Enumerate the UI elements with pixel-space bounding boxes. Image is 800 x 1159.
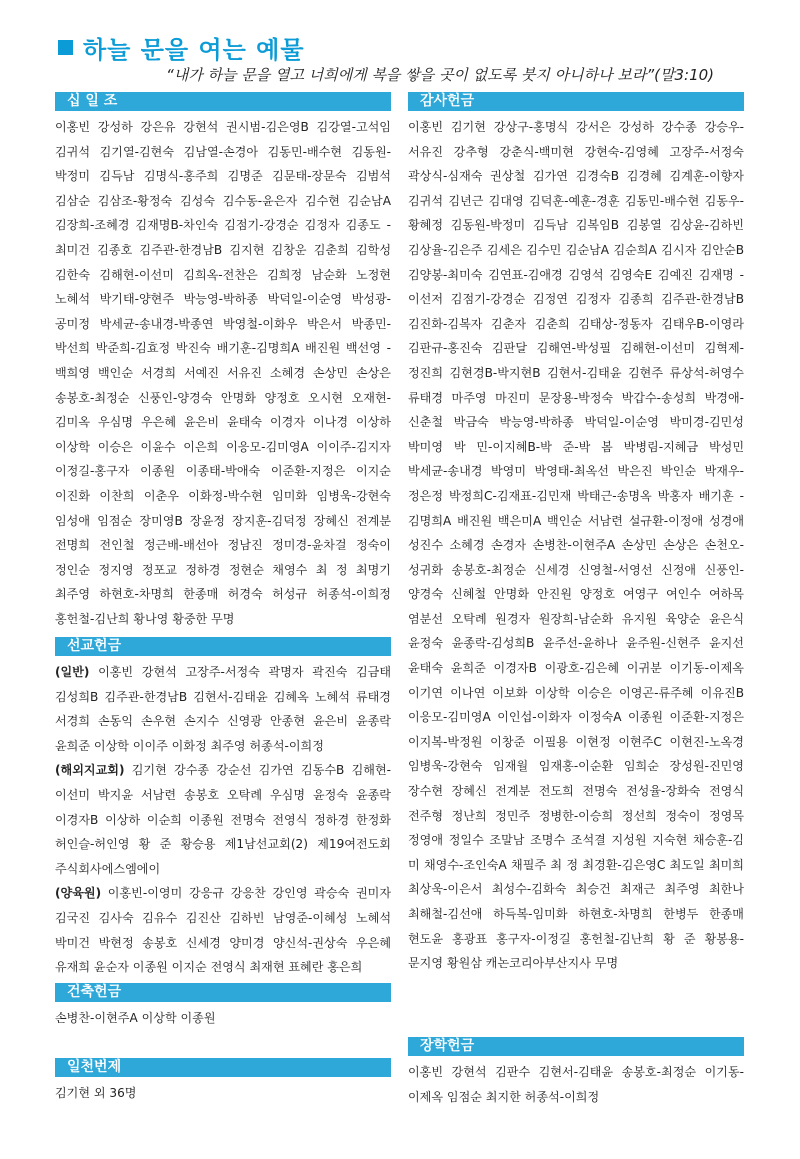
scholarship-section (408, 1037, 744, 1109)
mission-group-orphanage (55, 881, 391, 979)
tithe-heading: 십 일 조 (55, 92, 391, 111)
mission-group-overseas (55, 758, 391, 881)
thousand-section (55, 1058, 391, 1106)
building-list: 손병찬-이현주A 이상학 이종원 (55, 1011, 216, 1025)
scripture-quote: “내가 하늘 문을 열고 너희에게 복을 쌓을 곳이 없도록 붓지 아니하나 보라”(말3:10) (165, 66, 715, 84)
group-tag: (양육원) (55, 886, 102, 901)
mission-heading: 선교헌금 (55, 637, 391, 656)
group-text: 이홍빈-이영미 강응규 강응찬 강인영 곽승숙 권미자 김국진 김사숙 김유수 김진산 김하빈 남영준-이혜성 노혜석 박미건 박현정 송봉호 신세경 양미경 양신석-권상숙 우은혜 유재희 윤순자 이종원 이지순 전영식 최재현 표혜란 홍은희 (55, 886, 391, 975)
tithe-section (55, 92, 391, 631)
thanks-heading: 감사헌금 (408, 92, 744, 111)
mission-group-general (55, 660, 391, 758)
group-text: 이홍빈 강현석 고장주-서정숙 곽명자 곽진숙 김금태 김성희B 김주관-한경남B 김현서-김태윤 김혜옥 노혜석 류태경 서경희 손동익 손우현 손지수 신영광 안종현 윤은비 윤종락 윤희준 이상학 이이주 이화정 최주영 허종석-이희정 (55, 665, 391, 753)
building-heading: 건축헌금 (55, 983, 391, 1002)
thousand-list: 김기현 외 36명 (55, 1086, 137, 1100)
page-header (58, 30, 305, 65)
thanks-list: 이홍빈 김기현 강상구-홍명식 강서은 강성하 강수종 강승우-서유진 강추형 강춘식-백미현 강현숙-김영혜 고장주-서정숙 곽상식-심재숙 권상철 김가연 김경숙B 김경혜 김계훈-이향자 김귀석 김년근 김대영 김덕훈-예훈-경훈 김동민-배수현 김동우-황혜정 김동원-박정미 김득남 김복임B 김봉열 김상윤-김하빈 김상율-김은주 김세은 김수민 김순남A 김순희A 김시자 김안순B 김양봉-최미숙 김연표-김애경 김영석 김영숙E 김예진 김재명 -이선저 김점기-강경순 김정연 김정자 김종희 김주관-한경남B 김진화-김복자 김춘자 김춘희 김태상-정동자 김태우B-이영라 김판규-홍진숙 김판달 김해연-박성필 김해현-이선미 김혁제-정진희 김현경B-박지현B 김현서-김태윤 김현주 류상석-허영수 류태경 마주영 마진미 문장용-박정숙 박갑수-송성희 박경애-신춘철 박금숙 박능영-박하종 박덕일-이순영 박미경-김민성 박미영 박 민-이지혜B-박 준-박 봄 박병림-지혜금 박성민 박세균-송내경 박영미 박영태-최옥선 박은진 박인순 박재우-정은정 박정희C-김재표-김민재 박태근-송명옥 박홍자 배기훈 -김명희A 배진원 백은미A 백인순 서남련 설규환-이정애 성경애 성진수 소혜경 손경자 손병찬-이현주A 손상민 손상은 손천오-성귀화 송봉호-최정순 신세경 신영철-서영선 신정애 신풍인-양경숙 신혜철 안명화 안진원 양정호 여영구 여인수 여하목 염분선 오탁례 원경자 원장희-남순화 유지원 육양순 윤은식 윤정숙 윤종락-김성희B 윤주선-윤하나 윤주원-신현주 윤지선 윤태숙 윤희준 이경자B 이광호-김은혜 이귀분 이기동-이제옥 이기연 이나연 이보화 이상학 이승은 이영곤-류주혜 이유진B 이응모-김미영A 이인섭-이화자 이정숙A 이종원 이준환-지정은 이지복-박정원 이창준 이필용 이현정 이현주C 이현진-노옥경 임병욱-강현숙 임재월 임재홍-이순환 임희순 장성원-진민영 장수현 장혜신 전계분 전도희 전명숙 전성율-장화숙 전영식 전주형 정난희 정민주 정병한-이승희 정선희 정숙이 정영목 정영애 정일수 조말남 조명수 조석결 지성원 지숙현 채승훈-김 미 채영수-조인숙A 채필주 최 정 최경환-김은영C 최도일 최미희 최상욱-이은서 최성수-김화숙 최승건 최재근 최주영 최한나 최해철-김선애 하득복-임미화 하현호-차명희 한병두 한종매 현도윤 홍광표 홍구자-이정길 홍헌철-김난희 황 준 황봉용-문지영 황원삼 캐논코리아부산지사 무명 (408, 120, 744, 971)
mission-list (55, 660, 391, 980)
thanks-section (408, 92, 744, 976)
group-text: 김기현 강수종 강순선 김가연 김동수B 김해현-이선미 박지윤 서남련 송봉호 오탁례 우심명 윤정숙 윤종락 이경자B 이상하 이순희 이종원 전명숙 전영식 정하경 한정화 허인슬-허인영 황 준 황승용 제1남선교회(2) 제19여전도회 주식회사에스엠에이 (55, 763, 391, 876)
mission-section (55, 637, 391, 980)
page-title: 하늘 문을 여는 예물 (83, 36, 305, 64)
building-section (55, 983, 391, 1031)
thousand-heading: 일천번제 (55, 1058, 391, 1077)
square-bullet-icon (58, 40, 73, 55)
scholarship-list: 이홍빈 강현석 김판수 김현서-김태윤 송봉호-최정순 이기동-이제옥 임점순 최지한 허종석-이희정 (408, 1065, 744, 1104)
group-tag: (일반) (55, 665, 90, 679)
tithe-list: 이홍빈 강성하 강은유 강현석 권시범-김은영B 김강열-고석임 김귀석 김기열-김현숙 김남열-손경아 김동민-배수현 김동원-박정미 김득남 김명식-홍주희 김명준 김문태-장문숙 김범석 김삼순 김삼조-황정숙 김성숙 김수동-윤은자 김수현 김순남A 김장희-조혜경 김재명B-차인숙 김점기-강경순 김정자 김종도 -최미건 김종호 김주관-한경남B 김지현 김창운 김춘희 김학성 김한숙 김해현-이선미 김희옥-전찬은 김희정 남순화 노정현 노혜석 박기태-양현주 박능영-박하종 박덕일-이순영 박성광-공미정 박세균-송내경-박종연 박영철-이화우 박은서 박종민-박선희 박준희-김효정 박진숙 배기훈-김명희A 배진원 백선영 -백희영 백인순 서경희 서예진 서유진 소혜경 손상민 손상은 송봉호-최정순 신풍인-양경숙 안명화 양정호 오시현 오재현-김미옥 우심명 우은혜 윤은비 윤태숙 이경자 이나경 이상하 이상학 이승은 이윤수 이은희 이응모-김미영A 이이주-김지자 이정길-홍구자 이종원 이종태-박애숙 이준환-지정은 이지순 이진화 이찬희 이춘우 이화정-박수현 임미화 임병욱-강현숙 임성애 임점순 장미영B 장윤정 장지훈-김덕정 장혜신 전계분 전명희 전인철 정근배-배선아 정남진 정미경-윤차걸 정숙이 정인순 정지영 정포교 정하경 정현순 채영수 최 정 최명기 최주영 하현호-차명희 한종매 허경숙 허성규 허종석-이희정 홍헌철-김난희 황나영 황중한 무명 (55, 120, 391, 626)
group-tag: (해외지교회) (55, 763, 125, 778)
scholarship-heading: 장학헌금 (408, 1037, 744, 1056)
